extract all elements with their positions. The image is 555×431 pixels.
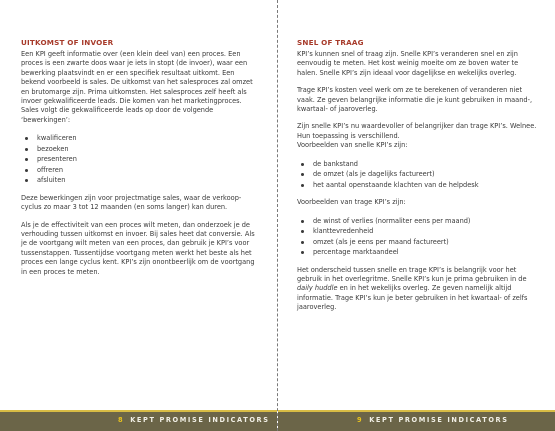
right-paragraph-3b: Voorbeelden van snelle KPI’s zijn: <box>297 141 408 150</box>
list-item: percentage marktaandeel <box>301 247 537 258</box>
fast-kpi-list <box>297 159 537 191</box>
list-item: de bankstand <box>301 159 537 170</box>
bullet-icon <box>25 169 28 172</box>
section-heading-snel: SNEL OF TRAAG <box>297 38 364 47</box>
bullet-icon <box>301 241 304 244</box>
list-item: klanttevredenheid <box>301 226 537 237</box>
left-paragraph-3: Als je de effectiviteit van een proces wilt meten, dan onderzoek je de verhouding tussen uitkomst en invoer. Bij sales heet dat conversie. Als je de voortgang wilt meten van een proces, dan gebruik je KPI’s voor tussenstappen. Tussentijdse voortgang meten werkt het beste als het proces een lange cyclus kent. KPI’s zijn onontbeerlijk om de voortgang in een proces te meten. <box>21 220 255 276</box>
slow-kpi-list <box>297 216 537 258</box>
footer-label: KEPT PROMISE INDICATORS <box>369 416 509 424</box>
page-number: 9 <box>357 416 364 424</box>
right-paragraph-3: Zijn snelle KPI’s nu waardevoller of belangrijker dan trage KPI’s. Welnee. Hun toepassing is verschillend. <box>297 122 537 140</box>
page-number: 8 <box>118 416 125 424</box>
section-heading-uitkomst: UITKOMST OF INVOER <box>21 38 114 47</box>
daily-huddle-emphasis: daily huddle <box>297 284 338 293</box>
bullet-icon <box>25 148 28 151</box>
list-item: afsluiten <box>25 175 257 186</box>
list-item: presenteren <box>25 154 257 165</box>
left-bullet-list <box>21 133 257 186</box>
right-page-content <box>297 38 537 313</box>
list-item: het aantal openstaande klachten van de helpdesk <box>301 180 537 191</box>
list-item: omzet (als je eens per maand factureert) <box>301 237 537 248</box>
list-item: kwalificeren <box>25 133 257 144</box>
bullet-icon <box>301 163 304 166</box>
left-page-content <box>21 38 257 277</box>
bullet-icon <box>25 158 28 161</box>
right-paragraph-1: KPI’s kunnen snel of traag zijn. Snelle KPI’s veranderen snel en zijn eenvoudig te meten. Het kost weinig moeite om ze boven water te halen. Snelle KPI’s zijn ideaal voor dagelijkse en wekelijks overleg. <box>297 50 519 77</box>
left-page-footer <box>0 410 277 431</box>
bullet-icon <box>301 173 304 176</box>
list-item: bezoeken <box>25 144 257 155</box>
bullet-icon <box>301 220 304 223</box>
bullet-icon <box>301 251 304 254</box>
right-page-footer <box>278 410 555 431</box>
right-paragraph-4: Voorbeelden van trage KPI’s zijn: <box>297 198 406 207</box>
right-paragraph-5: Het onderscheid tussen snelle en trage KPI’s is belangrijk voor het gebruik in het overlegritme. Snelle KPI’s kun je prima gebruiken in de daily huddle en in het wekelijks overleg. Ze geven namelijk altijd informatie. Trage KPI’s kun je beter gebruiken in het kwartaal- of zelfs jaaroverleg. <box>297 265 528 312</box>
right-paragraph-2: Trage KPI’s kosten veel werk om ze te berekenen of veranderen niet vaak. Ze geven belangrijke informatie die je kunt gebruiken in maand-, kwartaal- of jaaroverleg. <box>297 86 533 114</box>
right-page <box>278 0 555 431</box>
left-paragraph-1: Een KPI geeft informatie over (een klein deel van) een proces. Een proces is een zwarte doos waar je iets in stopt (de invoer), waar een bewerking plaatsvindt en er een specifiek resultaat uitkomt. Een bekend voorbeeld is sales. De uitkomst van het salesproces zal omzet en brutomarge zijn. Prima uitkomsten. Het salesproces zelf heeft als invoer gekwalificeerde leads. Die komen van het marketingproces. Sales volgt die gekwalificeerde leads op door de volgende ‘bewerkingen’: <box>21 50 253 124</box>
bullet-icon <box>25 179 28 182</box>
left-paragraph-2: Deze bewerkingen zijn voor projectmatige sales, waar de verkoop-cyclus zo maar 3 tot 12 maanden (en soms langer) kan duren. <box>21 193 242 212</box>
list-item: de omzet (als je dagelijks factureert) <box>301 169 537 180</box>
list-item: offreren <box>25 165 257 176</box>
bullet-icon <box>301 184 304 187</box>
left-page <box>0 0 277 431</box>
list-item: de winst of verlies (normaliter eens per maand) <box>301 216 537 227</box>
footer-label: KEPT PROMISE INDICATORS <box>130 416 270 424</box>
bullet-icon <box>25 137 28 140</box>
bullet-icon <box>301 230 304 233</box>
